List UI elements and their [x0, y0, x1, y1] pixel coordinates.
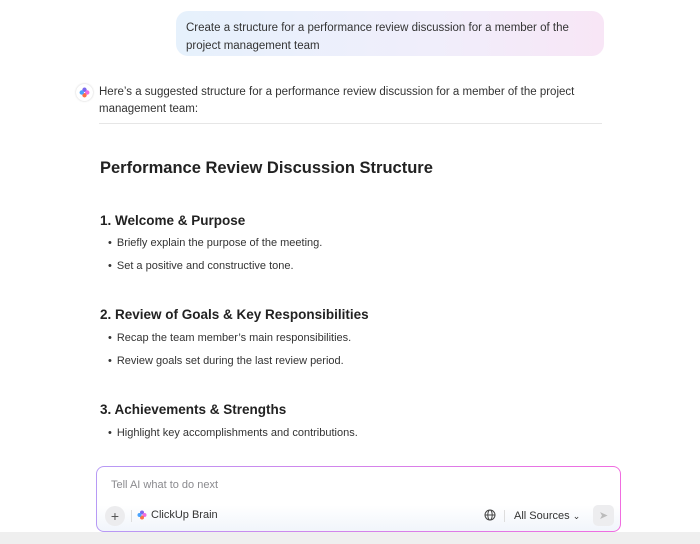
- section-heading: 3. Achievements & Strengths: [100, 402, 287, 417]
- ai-avatar-icon: [76, 84, 93, 101]
- section-heading: 1. Welcome & Purpose: [100, 213, 246, 228]
- add-attachment-button[interactable]: +: [105, 506, 125, 526]
- sources-label: All Sources: [514, 510, 570, 522]
- ai-composer[interactable]: [96, 466, 621, 532]
- user-message-bubble: Create a structure for a performance review discussion for a member of the project management team: [176, 11, 604, 56]
- send-icon: ➤: [598, 510, 609, 522]
- list-item: • Recap the team member’s main responsibilities.: [108, 332, 351, 344]
- list-item: • Briefly explain the purpose of the meeting.: [108, 237, 322, 249]
- globe-icon[interactable]: [484, 509, 496, 524]
- model-selector[interactable]: [137, 509, 218, 521]
- divider: [99, 123, 602, 124]
- separator: [504, 510, 505, 522]
- section-heading: 2. Review of Goals & Key Responsibilities: [100, 307, 369, 322]
- list-item: • Highlight key accomplishments and contributions.: [108, 427, 358, 439]
- sources-dropdown[interactable]: [514, 510, 580, 522]
- list-item: • Review goals set during the last review period.: [108, 355, 344, 367]
- prompt-input[interactable]: Tell AI what to do next: [111, 479, 219, 491]
- model-label: ClickUp Brain: [151, 509, 218, 521]
- chevron-down-icon: ⌄: [572, 511, 581, 521]
- send-button[interactable]: [593, 505, 614, 526]
- response-title: Performance Review Discussion Structure: [100, 159, 433, 177]
- assistant-intro: Here’s a suggested structure for a performance review discussion for a member of the project management team:: [99, 86, 575, 115]
- separator: [131, 510, 132, 522]
- clickup-brain-icon: [137, 510, 147, 520]
- bottom-bar: [0, 532, 700, 544]
- list-item: • Set a positive and constructive tone.: [108, 260, 294, 272]
